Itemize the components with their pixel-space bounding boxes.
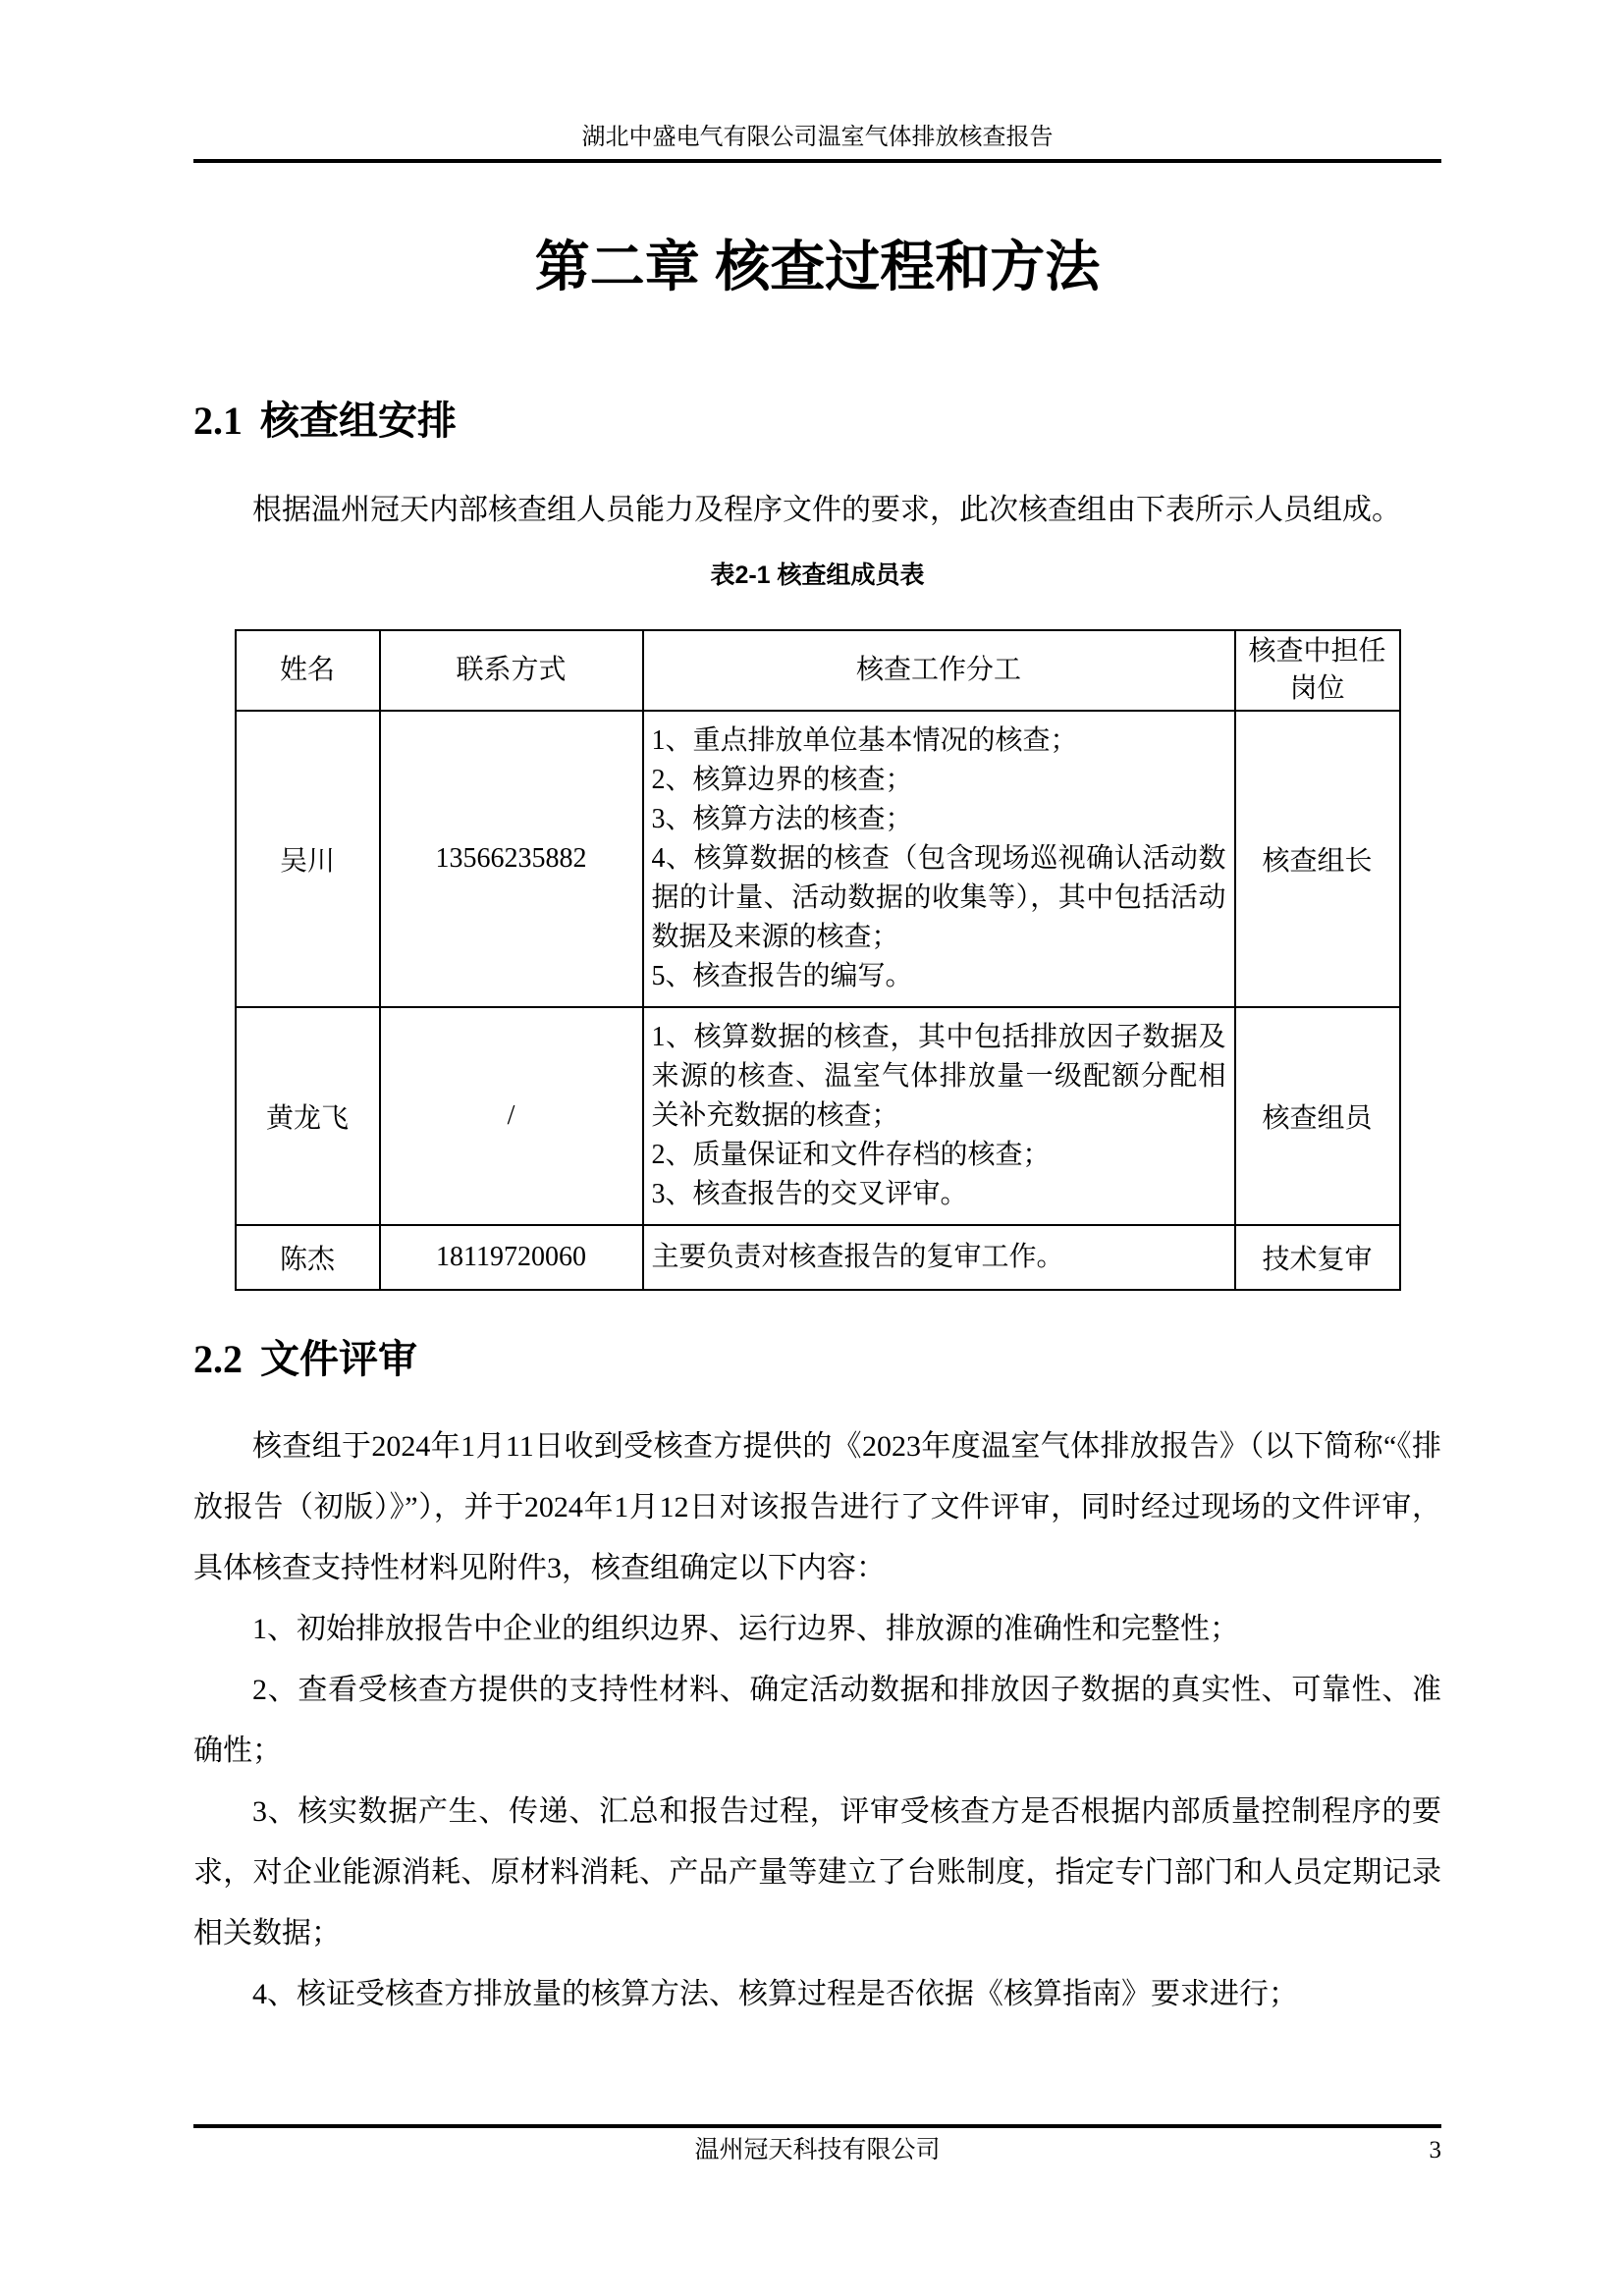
chapter-title: 第二章 核查过程和方法 bbox=[534, 236, 1101, 297]
table-row bbox=[236, 1007, 1400, 1225]
footer-line bbox=[193, 2136, 1441, 2165]
member-duties bbox=[643, 711, 1235, 1007]
duty-line: 4、核算数据的核查（包含现场巡视确认活动数据的计量、活动数据的收集等），其中包括活动数据及来源的核查； bbox=[651, 843, 1226, 953]
header-cell-name: 姓名 bbox=[236, 630, 380, 711]
page-number: 3 bbox=[1429, 2137, 1441, 2163]
duty-line: 5、核查报告的编写。 bbox=[651, 961, 913, 992]
footer-company: 温州冠天科技有限公司 bbox=[694, 2137, 941, 2163]
page-footer bbox=[193, 2124, 1441, 2165]
paragraph: 1、初始排放报告中企业的组织边界、运行边界、排放源的准确性和完整性； bbox=[252, 1613, 1239, 1646]
section-2-2-paragraphs bbox=[193, 1416, 1441, 2025]
member-contact: / bbox=[380, 1007, 643, 1225]
member-duties bbox=[643, 1225, 1235, 1290]
section-heading-2-2 bbox=[193, 1336, 1441, 1383]
duty-line: 1、重点排放单位基本情况的核查； bbox=[651, 725, 1078, 757]
table-caption: 表2-1 核查组成员表 bbox=[710, 561, 925, 590]
duty-line: 主要负责对核查报告的复审工作。 bbox=[651, 1242, 1064, 1273]
duty-line: 1、核算数据的核查，其中包括排放因子数据及来源的核查、温室气体排放量一级配额分配相关补充数据的核查； bbox=[651, 1022, 1226, 1132]
paragraph: 3、核实数据产生、传递、汇总和报告过程，评审受核查方是否根据内部质量控制程序的要求，对企业能源消耗、原材料消耗、产品产量等建立了台账制度，指定专门部门和人员定期记录相关数据； bbox=[193, 1795, 1441, 1950]
section-number: 2.2 bbox=[193, 1337, 243, 1382]
section-title: 文件评审 bbox=[260, 1338, 417, 1382]
duty-line: 2、质量保证和文件存档的核查； bbox=[651, 1140, 1051, 1171]
paragraph: 4、核证受核查方排放量的核算方法、核算过程是否依据《核算指南》要求进行； bbox=[252, 1978, 1298, 2011]
verification-team-table bbox=[235, 629, 1401, 1291]
header-cell-role: 核查中担任岗位 bbox=[1235, 630, 1400, 711]
page-content bbox=[0, 124, 1624, 2025]
header-cell-contact: 联系方式 bbox=[380, 630, 643, 711]
member-role: 核查组长 bbox=[1235, 711, 1400, 1007]
member-name: 陈杰 bbox=[236, 1225, 380, 1290]
paragraph: 核查组于2024年1月11日收到受核查方提供的《2023年度温室气体排放报告》（以下简称“《排放报告（初版）》”），并于2024年1月12日对该报告进行了文件评审，同时经过现场的文件评审，具体核查支持性材料见附件3，核查组确定以下内容： bbox=[193, 1430, 1441, 1585]
footer-divider bbox=[193, 2124, 1441, 2128]
table-header-row bbox=[236, 630, 1400, 711]
member-contact: 18119720060 bbox=[380, 1225, 643, 1290]
duty-line: 2、核算边界的核查； bbox=[651, 765, 913, 796]
running-header-title: 湖北中盛电气有限公司温室气体排放核查报告 bbox=[581, 125, 1054, 150]
member-name: 吴川 bbox=[236, 711, 380, 1007]
duty-line: 3、核算方法的核查； bbox=[651, 804, 913, 835]
section-title: 核查组安排 bbox=[260, 400, 457, 444]
paragraph: 2、查看受核查方提供的支持性材料、确定活动数据和排放因子数据的真实性、可靠性、准确性； bbox=[193, 1674, 1441, 1768]
member-duties bbox=[643, 1007, 1235, 1225]
header-cell-duty: 核查工作分工 bbox=[643, 630, 1235, 711]
member-name: 黄龙飞 bbox=[236, 1007, 380, 1225]
section-number: 2.1 bbox=[193, 399, 243, 444]
duty-line: 3、核查报告的交叉评审。 bbox=[651, 1179, 968, 1210]
section-2-1-paragraph: 根据温州冠天内部核查组人员能力及程序文件的要求，此次核查组由下表所示人员组成。 bbox=[252, 494, 1401, 527]
section-heading-2-1 bbox=[193, 398, 1441, 445]
header-divider bbox=[193, 159, 1441, 163]
member-contact: 13566235882 bbox=[380, 711, 643, 1007]
table-row bbox=[236, 1225, 1400, 1290]
member-role: 技术复审 bbox=[1235, 1225, 1400, 1290]
table-row bbox=[236, 711, 1400, 1007]
member-role: 核查组员 bbox=[1235, 1007, 1400, 1225]
